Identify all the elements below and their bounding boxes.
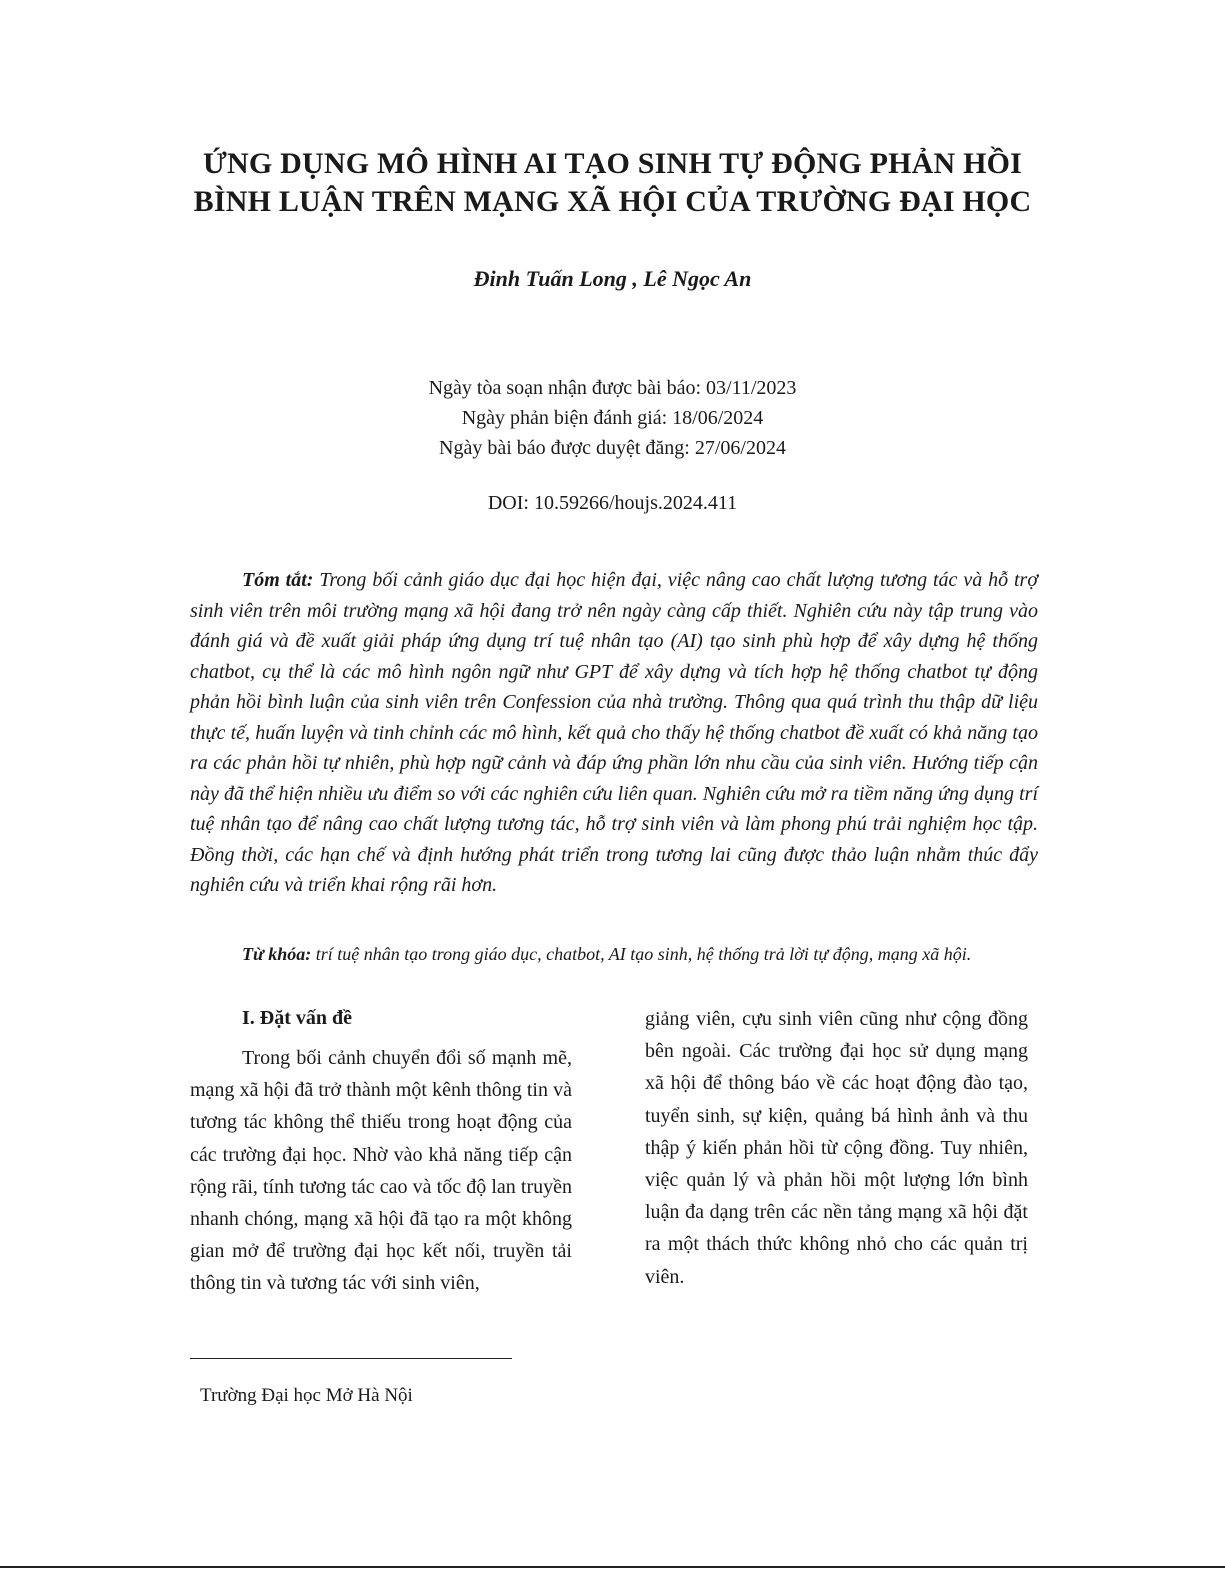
doi: DOI: 10.59266/houjs.2024.411 bbox=[487, 492, 738, 514]
date-accepted: Ngày bài báo được duyệt đăng: 27/06/2024 bbox=[439, 437, 786, 459]
keywords-text: trí tuệ nhân tạo trong giáo dục, chatbot, AI tạo sinh, hệ thống trả lời tự động, mạng xã hội. bbox=[311, 944, 972, 964]
abstract-label: Tóm tắt: bbox=[242, 569, 314, 591]
publication-dates bbox=[150, 373, 1075, 463]
section-left-paragraph: Trong bối cảnh chuyển đổi số mạnh mẽ, mạng xã hội đã trở thành một kênh thông tin và tương tác không thể thiếu trong hoạt động của các trường đại học. Nhờ vào khả năng tiếp cận rộng rãi, tính tương tác cao và tốc độ lan truyền nhanh chóng, mạng xã hội đã tạo ra một không gian mở để trường đại học kết nối, truyền tải thông tin và tương tác với sinh viên, bbox=[190, 1047, 572, 1295]
date-received: Ngày tòa soạn nhận được bài báo: 03/11/2023 bbox=[428, 377, 797, 399]
left-column bbox=[190, 1002, 572, 1300]
keywords bbox=[190, 940, 1038, 968]
title-line-1: ỨNG DỤNG MÔ HÌNH AI TẠO SINH TỰ ĐỘNG PHẢN HỒI bbox=[202, 147, 1023, 180]
abstract-text: Trong bối cảnh giáo dục đại học hiện đại, việc nâng cao chất lượng tương tác và hỗ trợ sinh viên trên môi trường mạng xã hội đang trở nên ngày càng cấp thiết. Nghiên cứu này tập trung vào đánh giá và đề xuất giải pháp ứng dụng trí tuệ nhân tạo (AI) tạo sinh phù hợp để xây dựng hệ thống chatbot, cụ thể là các mô hình ngôn ngữ như GPT để xây dựng và tích hợp hệ thống chatbot tự động phản hồi bình luận của sinh viên trên Confession của nhà trường. Thông qua quá trình thu thập dữ liệu thực tế, huấn luyện và tinh chỉnh các mô hình, kết quả cho thấy hệ thống chatbot đề xuất có khả năng tạo ra các phản hồi tự nhiên, phù hợp ngữ cảnh và đáp ứng phần lớn nhu cầu của sinh viên. Hướng tiếp cận này đã thể hiện nhiều ưu điểm so với các nghiên cứu liên quan. Nghiên cứu mở ra tiềm năng ứng dụng trí tuệ nhân tạo để nâng cao chất lượng tương tác, hỗ trợ sinh viên và làm phong phú trải nghiệm học tập. Đồng thời, các hạn chế và định hướng phát triển trong tương lai cũng được thảo luận nhằm thúc đẩy nghiên cứu và triển khai rộng rãi hơn. bbox=[190, 569, 1039, 896]
title-line-2: BÌNH LUẬN TRÊN MẠNG XÃ HỘI CỦA TRƯỜNG ĐẠI HỌC bbox=[193, 185, 1032, 218]
keywords-label: Từ khóa: bbox=[242, 944, 312, 964]
footnote-divider bbox=[190, 1358, 512, 1359]
date-reviewed: Ngày phản biện đánh giá: 18/06/2024 bbox=[461, 407, 764, 429]
section-right-paragraph: giảng viên, cựu sinh viên cũng như cộng đồng bên ngoài. Các trường đại học sử dụng mạng xã hội để thông báo về các hoạt động đào tạo, tuyển sinh, sự kiện, quảng bá hình ảnh và thu thập ý kiến phản hồi từ cộng đồng. Tuy nhiên, việc quản lý và phản hồi một lượng lớn bình luận đa dạng trên các nền tảng mạng xã hội đặt ra một thách thức không nhỏ cho các quản trị viên. bbox=[645, 1008, 1028, 1288]
right-column bbox=[645, 1003, 1028, 1293]
page-bottom-rule bbox=[0, 1566, 1225, 1568]
authors: Đinh Tuấn Long , Lê Ngọc An bbox=[473, 266, 752, 291]
abstract bbox=[190, 565, 1038, 901]
section-heading: I. Đặt vấn đề bbox=[242, 1007, 353, 1029]
paper-title bbox=[150, 145, 1075, 221]
footnote-affiliation: Trường Đại học Mở Hà Nội bbox=[200, 1385, 413, 1406]
